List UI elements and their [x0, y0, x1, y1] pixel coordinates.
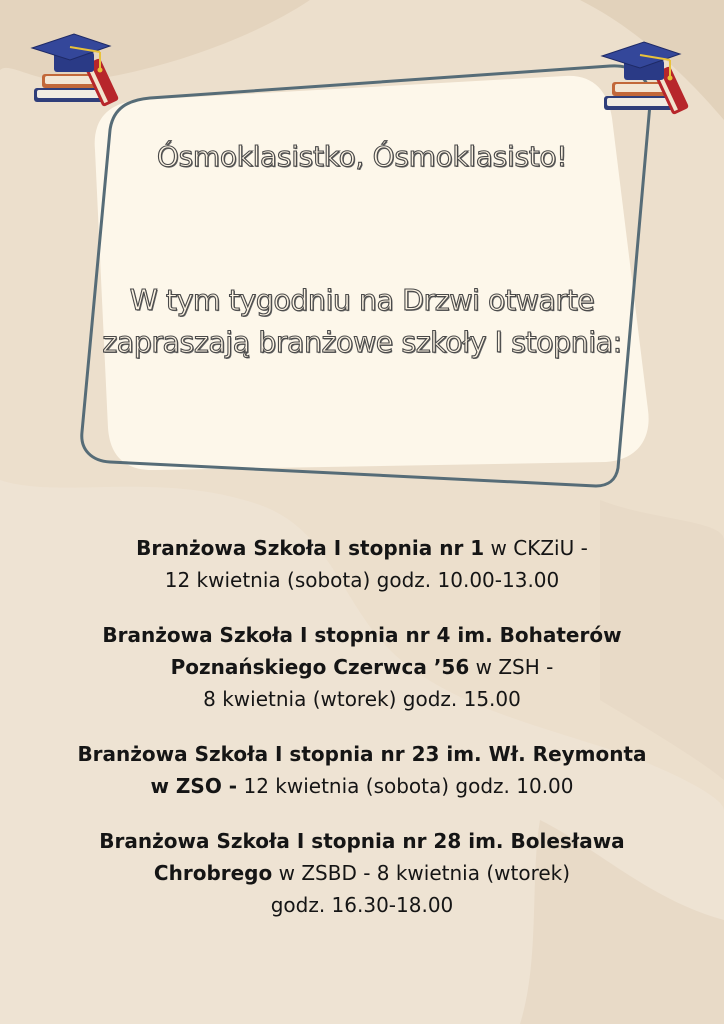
school-location: w ZSO - [150, 774, 238, 798]
school-location: w CKZiU - [484, 536, 588, 560]
greeting-heading: Ósmoklasistko, Ósmoklasisto! [156, 140, 568, 173]
school-name-line-2: Chrobrego [153, 861, 273, 885]
school-name: Branżowa Szkoła I stopnia nr 1 [136, 536, 485, 560]
list-item [60, 738, 664, 802]
open-day-date: 8 kwietnia (wtorek) godz. 15.00 [203, 687, 521, 711]
school-name-line-1: Branżowa Szkoła I stopnia nr 28 im. Bolesława [99, 829, 625, 853]
school-name-line-1: Branżowa Szkoła I stopnia nr 4 im. Bohaterów [102, 623, 622, 647]
school-location: w ZSH - [469, 655, 554, 679]
open-day-date: 12 kwietnia (sobota) godz. 10.00-13.00 [164, 568, 560, 592]
list-item [60, 619, 664, 715]
list-item [60, 825, 664, 921]
school-location-and-date: w ZSBD - 8 kwietnia (wtorek) [272, 861, 571, 885]
school-name-line-2: Poznańskiego Czerwca ’56 [170, 655, 470, 679]
books-graduation-cap-icon [600, 38, 704, 128]
school-name-line-1: Branżowa Szkoła I stopnia nr 23 im. Wł. Reymonta [77, 742, 647, 766]
books-graduation-cap-icon [30, 30, 134, 120]
open-day-time: godz. 16.30-18.00 [270, 893, 454, 917]
list-item [60, 532, 664, 596]
invitation-heading [70, 280, 654, 364]
invitation-line-1: W tym tygodniu na Drzwi otwarte [129, 284, 595, 317]
invitation-line-2: zapraszają branżowe szkoły I stopnia: [102, 326, 622, 359]
school-schedule-list [60, 532, 664, 944]
open-day-date: 12 kwietnia (sobota) godz. 10.00 [237, 774, 574, 798]
